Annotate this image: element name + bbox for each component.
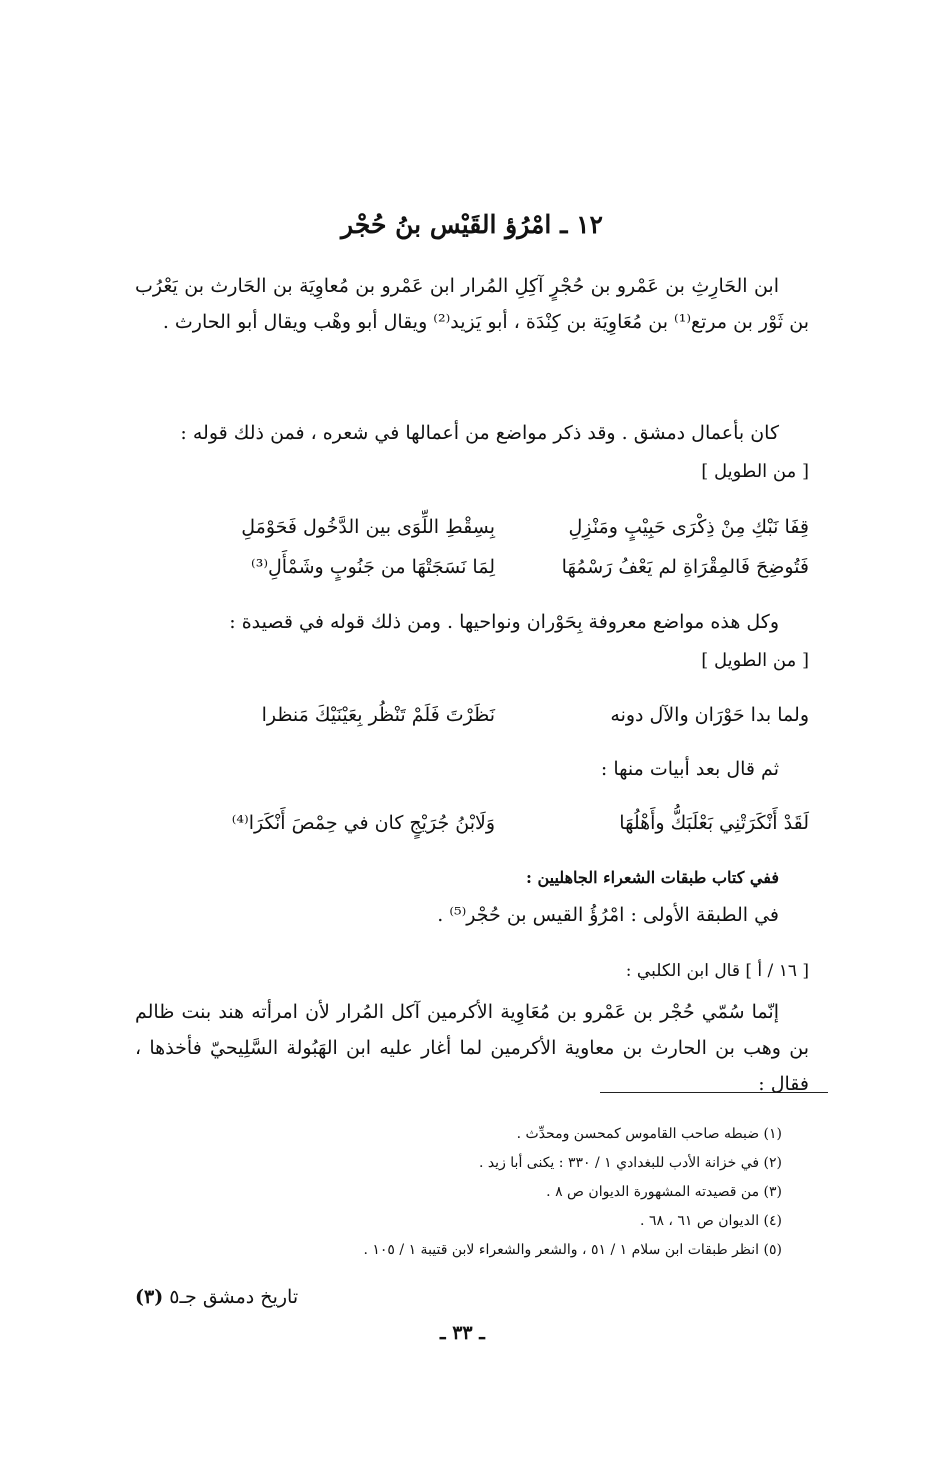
verse-second-hemistich: لِمَا نَسَجَتْهَا من جَنُوبٍ وشَمْأَلِ⁽³⁾ bbox=[251, 556, 495, 578]
verse-line bbox=[165, 510, 809, 544]
fourth-paragraph-text: إنّما سُمّي حُجْر بن عَمْرو بن مُعَاوِية الأكرمين آكل المُرار لأن امرأته هند بنت ظالم بن وهب بن الحارث بن معاوية الأكرمين لما أغار عليه ابن الهَبُولة السَّلِيحيّ فأخذها ، فقال : bbox=[135, 1001, 809, 1095]
footnote: (١) ضبطه صاحب القاموس كمحسن ومحدِّث . bbox=[516, 1126, 782, 1142]
transition-line: ثم قال بعد أبيات منها : bbox=[600, 758, 779, 780]
verse-line bbox=[165, 806, 809, 840]
book-label: ففي كتاب طبقات الشعراء الجاهليين : bbox=[525, 868, 779, 887]
manuscript-reference: [ ١٦ / أ ] قال ابن الكلبي : bbox=[625, 961, 809, 981]
page-number: ـ ٣٣ ـ bbox=[440, 1322, 485, 1344]
second-paragraph bbox=[135, 415, 809, 451]
footnote: (٣) من قصيدته المشهورة الديوان ص ٨ . bbox=[546, 1184, 782, 1200]
source-title: تاريخ دمشق جـ٥ bbox=[169, 1286, 299, 1308]
footnotes-list bbox=[300, 1120, 782, 1265]
source-part-number: (٣) bbox=[135, 1286, 164, 1308]
footnote: (٥) انظر طبقات ابن سلام ١ / ٥١ ، والشعر والشعراء لابن قتيبة ١ / ١٠٥ . bbox=[363, 1242, 782, 1258]
verse-first-hemistich: فَتُوضِحَ فَالمِقْرَاةِ لم يَعْفُ رَسْمُهَا bbox=[561, 556, 809, 578]
intro-paragraph bbox=[135, 268, 809, 340]
chapter-title: ١٢ ـ امْرُؤ القَيْس بنُ حُجْر bbox=[341, 210, 603, 239]
footnote: (٤) الديوان ص ٦١ ، ٦٨ . bbox=[640, 1213, 782, 1229]
second-paragraph-text: كان بأعمال دمشق . وقد ذكر مواضع من أعمالها في شعره ، فمن ذلك قوله : bbox=[180, 422, 779, 444]
verse-second-hemistich: بِسِقْطِ اللِّوَى بين الدَّخُول فَحَوْمَلِ bbox=[241, 516, 495, 538]
footnote-divider bbox=[600, 1092, 828, 1093]
verse-first-hemistich: قِفَا نَبْكِ مِنْ ذِكْرَى حَبِيْبٍ ومَنْزِلِ bbox=[568, 516, 809, 538]
verse-line bbox=[165, 550, 809, 584]
third-paragraph bbox=[135, 604, 809, 640]
footnote: (٢) في خزانة الأدب للبغدادي ١ / ٣٣٠ : يكنى أبا زيد . bbox=[478, 1155, 782, 1171]
intro-text: ابن الحَارِثِ بن عَمْرو بن حُجْرٍ آكِلِ المُرار ابن عَمْرو بن مُعاوِيَة بن الحَارث بن يَعْرُب بن ثَوْر بن مرتع⁽¹⁾ بن مُعَاوِيَة بن كِنْدَة ، أبو يَزيد⁽²⁾ ويقال أبو وهْب ويقال أبو الحارث . bbox=[135, 275, 809, 333]
verse-first-hemistich: ولما بدا حَوْرَان والآل دونه bbox=[610, 704, 809, 726]
verse-line bbox=[165, 698, 809, 732]
meter-label: [ من الطويل ] bbox=[701, 461, 809, 482]
meter-label: [ من الطويل ] bbox=[701, 650, 809, 671]
book-source bbox=[135, 1282, 298, 1312]
verse-second-hemistich: نَظَرْتَ فَلَمْ تَنْظُر بِعَيْنَيْكَ مَنظرا bbox=[261, 704, 495, 726]
book-line: في الطبقة الأولى : امْرُؤُ القيس بن حُجْر⁽⁵⁾ . bbox=[437, 904, 779, 926]
fourth-paragraph bbox=[135, 994, 809, 1102]
third-paragraph-text: وكل هذه مواضع معروفة بِحَوْران ونواحيها . ومن ذلك قوله في قصيدة : bbox=[229, 611, 779, 633]
verse-second-hemistich: وَلَابْنُ جُرَيْجٍ كان في حِمْصَ أَنْكَرَا⁽⁴⁾ bbox=[231, 812, 495, 834]
verse-first-hemistich: لَقَدْ أَنْكَرَتْنِي بَعْلَبَكُّ وأَهْلُهَا bbox=[619, 812, 809, 834]
